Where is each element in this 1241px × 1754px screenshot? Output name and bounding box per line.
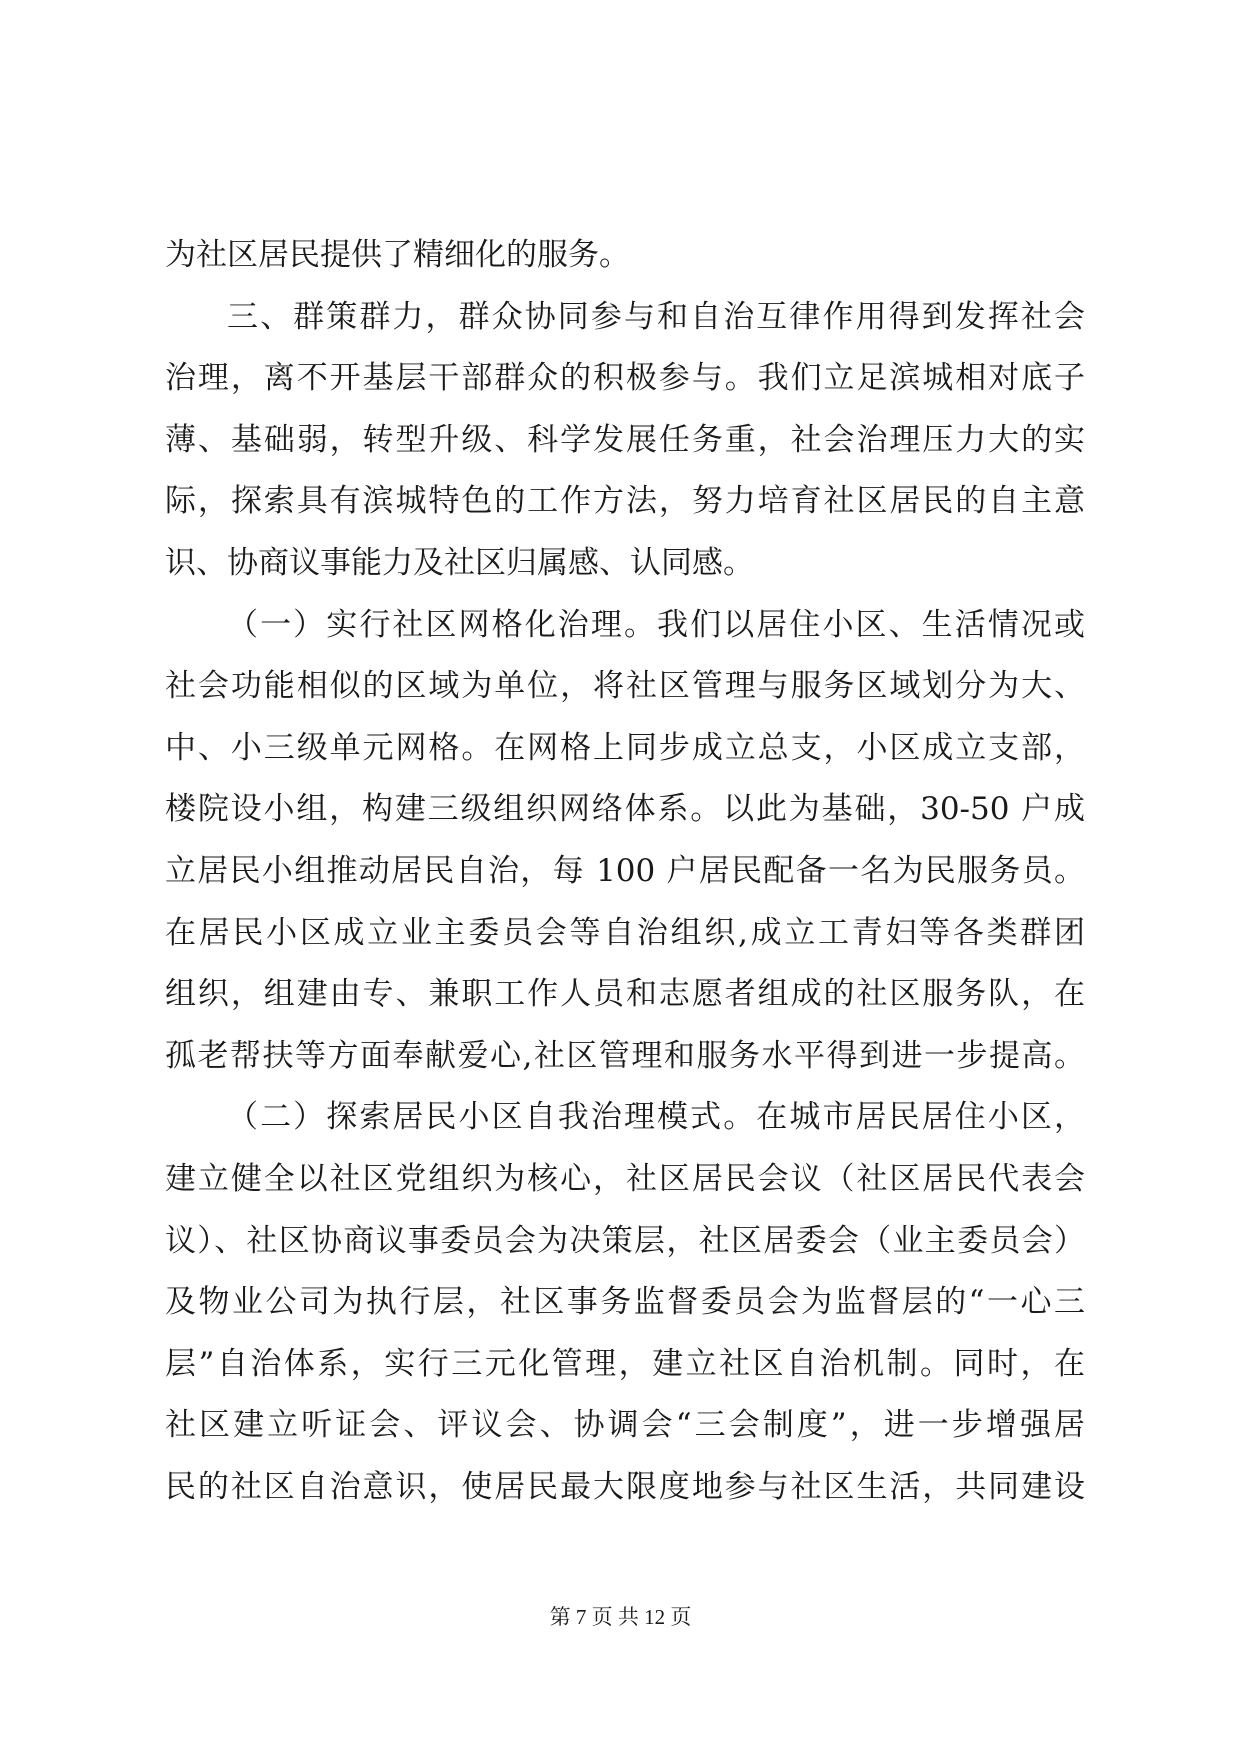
- text-line: 薄、基础弱，转型升级、科学发展任务重，社会治理压力大的实: [165, 421, 1085, 458]
- text-line: 民的社区自治意识，使居民最大限度地参与社区生活，共同建设: [165, 1468, 1085, 1505]
- text-line: 在居民小区成立业主委员会等自治组织,成立工青妇等各类群团: [165, 914, 1085, 951]
- text-line: 社会功能相似的区域为单位，将社区管理与服务区域划分为大、: [165, 668, 1085, 705]
- subsection-heading-line: （一）实行社区网格化治理。我们以居住小区、生活情况或: [227, 606, 1085, 643]
- text-line: 为社区居民提供了精细化的服务。: [165, 237, 630, 273]
- text-line: 层”自治体系，实行三元化管理，建立社区自治机制。同时，在: [165, 1345, 1085, 1382]
- text-line: 治理，离不开基层干部群众的积极参与。我们立足滨城相对底子: [165, 360, 1085, 397]
- text-line: 际，探索具有滨城特色的工作方法，努力培育社区居民的自主意: [165, 483, 1085, 520]
- page-number-footer: 第 7 页 共 12 页: [549, 1605, 692, 1629]
- text-line: 识、协商议事能力及社区归属感、认同感。: [165, 544, 754, 581]
- text-line: 组织，组建由专、兼职工作人员和志愿者组成的社区服务队，在: [165, 976, 1085, 1013]
- subsection-heading-line: （二）探索居民小区自我治理模式。在城市居民居住小区，: [227, 1099, 1085, 1136]
- text-line: 楼院设小组，构建三级组织网络体系。以此为基础，30-50 户成: [165, 791, 1085, 828]
- text-line: 立居民小组推动居民自治，每 100 户居民配备一名为民服务员。: [165, 852, 1085, 889]
- body-text: [165, 225, 1085, 1518]
- text-line: 及物业公司为执行层，社区事务监督委员会为监督层的“一心三: [165, 1284, 1085, 1321]
- text-line: 孤老帮扶等方面奉献爱心,社区管理和服务水平得到进一步提高。: [165, 1037, 1085, 1074]
- text-line: 中、小三级单元网格。在网格上同步成立总支，小区成立支部，: [165, 729, 1085, 766]
- text-line: 议）、社区协商议事委员会为决策层，社区居委会（业主委员会）: [165, 1222, 1085, 1259]
- text-line: 社区建立听证会、评议会、协调会“三会制度”，进一步增强居: [165, 1407, 1085, 1444]
- text-line: 建立健全以社区党组织为核心，社区居民会议（社区居民代表会: [165, 1160, 1085, 1197]
- section-heading-line: 三、群策群力，群众协同参与和自治互律作用得到发挥社会: [227, 298, 1085, 335]
